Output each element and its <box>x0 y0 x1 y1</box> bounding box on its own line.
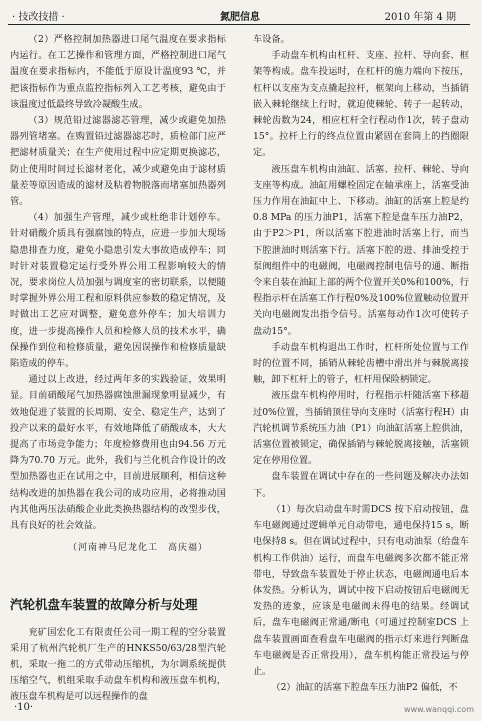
paragraph: （4）加强生产管理，减少或杜绝非计划停车。针对硝酸介质具有强腐蚀的特点，应进一步加大现场隐患排查力度，避免小隐患引发大事故造成停车；同时针对装置稳定运行受外界公用工程影响较大的情况，要求岗位人员加强与调度室的密切联系，以便随时掌握外界公用工程和原料供应参数的稳定情况，及时做出工艺应对调整，避免意外停车；加大培训力度，进一步提高操作人员和检修人员的技术水平，确保操作到位和检修质量，避免因误操作和检修质量缺陷造成的停车。 <box>10 212 226 370</box>
paragraph: 车设备。 <box>253 34 290 45</box>
page-header <box>0 0 482 26</box>
paragraph: （1）每次启动盘车时需DCS 按下启动按钮，盘车电磁阀通过逻辑单元自动带电，通电保持15 s，断电保持8 s。但在调试过程中，只有电动油泵（给盘车机构工作供油）运行，而盘车电磁阀多次都不能正常带电，导致盘车装置处于停止状态，电磁阀通电后本体发热。分析认为，调试中按下启动按钮后电磁阀无发热的迹象，应该是电磁阀未得电的结果。经调试后，盘车电磁阀正常通/断电（可通过控制室DCS 上盘车装置画面查看盘车电磁阀的指示灯来进行判断盘车电磁阀是否正常投用），盘车机构能正常投运与停止。 <box>253 503 469 677</box>
journal-name: 氮肥信息 <box>220 12 260 23</box>
left-column <box>10 32 226 706</box>
paragraph: （2）油缸的活塞下腔盘车压力油P2 偏低，不 <box>271 682 458 694</box>
paragraph: 液压盘车机构停用时，行程指示杆随活塞下移超过0%位置，当插销顶住导向支座时（活塞行程H）由汽轮机调节系统压力油（P1）向油缸活塞上腔供油，活塞位置被锁定，确保插销与棘轮脱离接触，活塞锁定在停用位置。 <box>253 390 469 467</box>
issue-label: 2010 年第 4 期 <box>384 12 456 23</box>
header-rule <box>8 24 470 25</box>
author-signature: （河南神马尼龙化工 高庆福） <box>67 543 208 554</box>
paragraph: 手动盘车机构退出工作时，杠杆所处位置与工作时的位置不同，插销从棘轮齿槽中滑出并与棘脱离接触，卸下杠杆上的管子，杠杆用保险柄锁定。 <box>253 341 469 386</box>
paragraph: 兖矿国宏化工有限责任公司一期工程的空分装置采用了杭州汽轮机厂生产的HNKS50/63/28型汽轮机，采取一拖二的方式带动压缩机，为尔调系统提供压缩空气，机组采取手动盘车机构和液压盘车机构，液压盘车机构是可以远程操作的盘 <box>10 626 226 703</box>
paragraph: （2）严格控制加热器进口尾气温度在要求指标内运行。在工艺操作和管理方面，严格控制进口尾气温度在要求指标内，不能低于原设计温度93 ℃，并把该指标作为重点监控指标列入工艺考核，避免由于该温度过低最终导致冷凝酸生成。 <box>10 34 226 110</box>
page-number: ·10· <box>14 702 34 713</box>
paragraph: 手动盘车机构由杠杆、支座、拉杆、导向套、框架等构成。盘车投运时，在杠杆的施力端向下按压，杠杆以支座为支点撬起拉杆，框架向上移动，当插销嵌入棘轮继续上行时，就迫使棘轮、转子一起转动，棘轮齿数为24，相应杠杆全行程动作1次，转子盘动15°。拉杆上行的终点位置由紧固在套筒上的挡圈限定。 <box>253 50 469 159</box>
paragraph: 盘车装置在调试中存在的一些问题及解决办法如下。 <box>253 471 469 499</box>
paragraph: （3）规范铅过滤器滤芯管理，减少或避免加热器列管堵塞。在购置铅过滤器滤芯时，质检部门应严把滤材质量关；在生产使用过程中应定期更换滤芯，防止使用时间过长滤材老化，减少或避免由于滤材质量差等原因造成的滤材及粘着物脱落而堵塞加热器列管。 <box>10 115 226 208</box>
right-column <box>253 32 469 696</box>
paragraph: 液压盘车机构由油缸、活塞、拉杆、棘轮、导向支座等构成。油缸用螺栓固定在轴承座上，活塞受油压力作用在油缸中上、下移动。油缸的活塞上腔是约0.8 MPa 的压力油P1，活塞下腔是盘车压力油P2，由于P2＞P1，所以活塞下腔进油时活塞上行，而当下腔泄油时则活塞下行。活塞下腔的进、排油受控于泵阀组件中的电磁阀，电磁阀控制电信号的通、断指令来自装在油缸上部的两个位置开关0%和100%，行程指示杆在活塞工作行程0%及100%位置触动位置开关向电磁阀发出指令信号。活塞每动作1次可使转子盘动15°。 <box>253 163 469 337</box>
paragraph: 通过以上改进，经过两年多的实践验证，效果明显。目前硝酸尾气加热器腐蚀泄漏现象明显减少，有效地促进了装置的长周期、安全、稳定生产，达到了投产以来的最好水平，有效地降低了硝酸成本，大大提高了市场竞争能力；年度检修费用也由94.56 万元降为70.70 万元。此外，我们与兰化机合作设计的改型加热器也正在试用之中，目前进展顺利，相信这种结构改进的加热器在我公司的成功应用，必将推动国内其他两压法硝酸企业此类换热器结构的改型步伐，具有良好的社会效益。 <box>10 374 226 532</box>
article-title: 汽轮机盘车装置的故障分析与处理 <box>10 596 198 612</box>
section-label: · 技改技措 · <box>12 12 65 23</box>
watermark: www.wanqqi.com <box>404 705 474 714</box>
